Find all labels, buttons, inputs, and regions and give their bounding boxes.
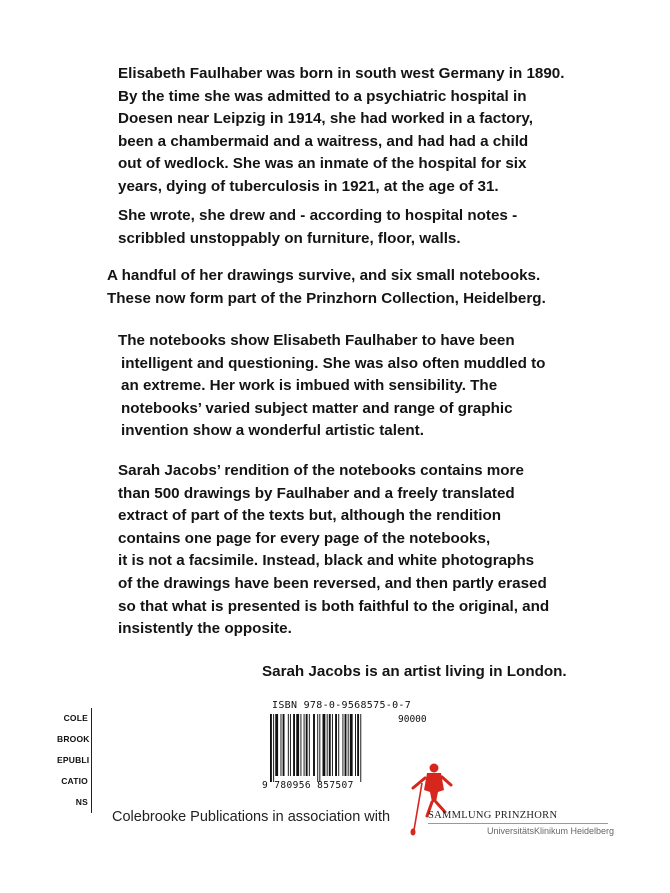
text-line: scribbled unstoppably on furniture, floor, walls. bbox=[118, 229, 461, 247]
logo-row: EPUBLI bbox=[57, 755, 90, 765]
barcode-bar bbox=[357, 714, 359, 776]
barcode-bar bbox=[273, 714, 274, 782]
barcode-bar bbox=[306, 714, 308, 776]
barcode-bar bbox=[293, 714, 295, 776]
text-line: contains one page for every page of the notebooks, bbox=[118, 529, 491, 547]
partner-name: SAMMLUNG PRINZHORN bbox=[428, 810, 558, 821]
text-line: Sarah Jacobs’ rendition of the notebooks contains more bbox=[118, 462, 524, 479]
barcode-bar bbox=[342, 714, 343, 776]
barcode-bar bbox=[355, 714, 356, 776]
barcode-bar bbox=[327, 714, 328, 776]
barcode-bar bbox=[288, 714, 289, 776]
text-line: notebooks’ varied subject matter and range of graphic bbox=[121, 399, 513, 417]
logo-row: NS bbox=[75, 797, 88, 807]
paragraph-biography bbox=[118, 63, 638, 199]
barcode-bar bbox=[304, 714, 305, 776]
barcode-bar bbox=[348, 714, 349, 776]
partner-subtitle: UniversitätsKlinikum Heidelberg bbox=[487, 826, 615, 836]
barcode-bar bbox=[309, 714, 310, 776]
barcode-bar bbox=[323, 714, 326, 776]
paragraph-rendition bbox=[118, 460, 638, 641]
partner-divider bbox=[428, 823, 608, 824]
artist-line: Sarah Jacobs is an artist living in London. bbox=[262, 663, 567, 680]
barcode-bar bbox=[335, 714, 337, 776]
paragraph-notebooks bbox=[118, 330, 638, 443]
barcode-bar bbox=[332, 714, 333, 776]
barcode-bars bbox=[270, 714, 398, 782]
barcode-number: 9 780956 857507 bbox=[262, 780, 354, 791]
barcode-bar bbox=[329, 714, 331, 776]
text-line: A handful of her drawings survive, and six small notebooks. bbox=[107, 267, 541, 284]
paragraph-writing bbox=[118, 205, 638, 250]
text-line: extract of part of the texts but, although the rendition bbox=[118, 507, 502, 525]
text-line: These now form part of the Prinzhorn Collection, Heidelberg. bbox=[107, 289, 546, 307]
barcode-bar bbox=[317, 714, 318, 782]
text-line: so that what is presented is both faithful to the original, and bbox=[118, 597, 550, 615]
text-line: of the drawings have been reversed, and then partly erased bbox=[118, 574, 547, 592]
text-line: years, dying of tuberculosis in 1921, at the age of 31. bbox=[118, 177, 499, 195]
text-line: been a chambermaid and a waitress, and had had a child bbox=[118, 132, 529, 150]
barcode-bar bbox=[360, 714, 361, 782]
text-line: Elisabeth Faulhaber was born in south west Germany in 1890. bbox=[118, 65, 565, 82]
logo-row: BROOK bbox=[57, 734, 90, 744]
text-line: it is not a facsimile. Instead, black and white photographs bbox=[118, 552, 535, 570]
text-line: an extreme. Her work is imbued with sensibility. The bbox=[121, 377, 498, 395]
text-line: insistently the opposite. bbox=[118, 620, 292, 638]
barcode-bar bbox=[300, 714, 301, 776]
logo-row: CATIO bbox=[61, 776, 88, 786]
barcode-bar bbox=[338, 714, 339, 776]
text-line: out of wedlock. She was an inmate of the hospital for six bbox=[118, 155, 527, 173]
barcode-bar bbox=[296, 714, 299, 776]
footer-association-text: Colebrooke Publications in association with bbox=[112, 809, 391, 825]
barcode-bar bbox=[313, 714, 315, 776]
barcode-bar bbox=[290, 714, 291, 776]
text-line: Doesen near Leipzig in 1914, she had worked in a factory, bbox=[118, 110, 533, 128]
isbn-label: ISBN 978-0-9568575-0-7 bbox=[272, 700, 412, 711]
barcode-bar bbox=[275, 714, 278, 776]
logo-row: COLE bbox=[63, 713, 88, 723]
text-line: invention show a wonderful artistic talent. bbox=[121, 422, 424, 440]
barcode-bar bbox=[350, 714, 353, 776]
barcode-bar bbox=[281, 714, 282, 776]
publisher-logo bbox=[57, 708, 92, 813]
barcode-addon: 90000 bbox=[398, 714, 427, 725]
text-line: The notebooks show Elisabeth Faulhaber to have been bbox=[118, 332, 515, 349]
barcode-bar bbox=[270, 714, 272, 782]
barcode-bar bbox=[283, 714, 285, 776]
text-line: than 500 drawings by Faulhaber and a freely translated bbox=[118, 484, 515, 502]
barcode-bar bbox=[319, 714, 320, 782]
text-line: By the time she was admitted to a psychiatric hospital in bbox=[118, 87, 527, 105]
barcode-bar bbox=[345, 714, 347, 776]
text-line: She wrote, she drew and - according to hospital notes - bbox=[118, 207, 518, 224]
text-line: intelligent and questioning. She was also often muddled to bbox=[121, 354, 546, 372]
paragraph-collection bbox=[107, 265, 627, 310]
